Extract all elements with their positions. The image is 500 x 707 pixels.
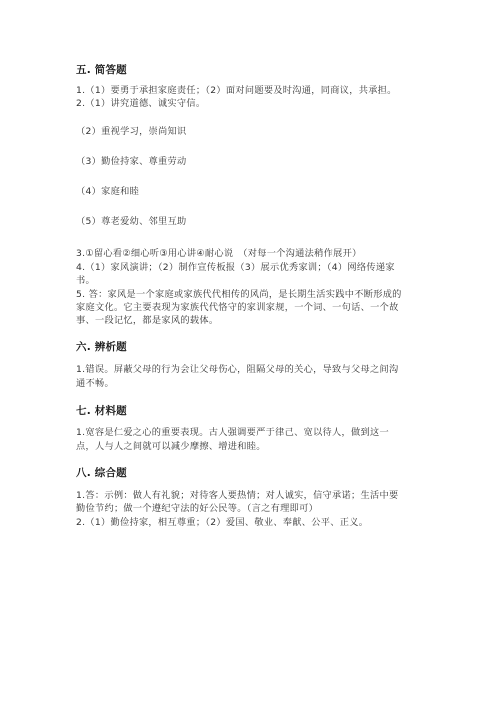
answer-line: 3.①留心看②细心听③用心讲④耐心说 （对每一个沟通法稍作展开） bbox=[76, 248, 362, 259]
answer-line: 1.错误。屏蔽父母的行为会让父母伤心，阻隔父母的关心，导致与父母之间沟 bbox=[76, 364, 399, 375]
answer-line: 点，人与人之间就可以减少摩擦、增进和睦。 bbox=[76, 441, 266, 452]
section-heading-analysis: 六. 辨析题 bbox=[76, 341, 127, 353]
answer-line: （4）家庭和睦 bbox=[76, 186, 140, 197]
answer-line: 通不畅。 bbox=[76, 378, 114, 389]
answer-line: 事、一段记忆，都是家风的载体。 bbox=[76, 315, 219, 326]
section-heading-comprehensive: 八. 综合题 bbox=[76, 467, 127, 479]
section-heading-material: 七. 材料题 bbox=[76, 405, 127, 417]
answer-line: （5）尊老爱幼、邻里互助 bbox=[76, 216, 187, 227]
section-heading-short-answer: 五. 简答题 bbox=[76, 64, 127, 76]
answer-line: 勤俭节约；做一个遵纪守法的好公民等。（言之有理即可） bbox=[76, 503, 319, 514]
answer-line: 1.（1）要勇于承担家庭责任；（2）面对问题要及时沟通，同商议，共承担。 bbox=[76, 85, 397, 96]
answer-line: 书。 bbox=[76, 275, 95, 286]
answer-line: （2）重视学习，崇尚知识 bbox=[76, 126, 187, 137]
answer-line: 家庭文化。它主要表现为家族代代恪守的家训家规，一个词、一句话、一个故 bbox=[76, 302, 399, 313]
answer-line: 1.答：示例：做人有礼貌；对待客人要热情；对人诚实，信守承诺；生活中要 bbox=[76, 490, 399, 501]
answer-line: 2.（1）勤俭持家，相互尊重；（2）爱国、敬业、奉献、公平、正义。 bbox=[76, 517, 369, 528]
answer-line: 5. 答：家风是一个家庭或家族代代相传的风尚，是长期生活实践中不断形成的 bbox=[76, 289, 402, 300]
answer-line: 2.（1）讲究道德、诚实守信。 bbox=[76, 98, 206, 109]
answer-line: 1.宽容是仁爱之心的重要表现。古人强调要严于律己、宽以待人，做到这一 bbox=[76, 427, 389, 438]
answer-line: 4.（1）家风演讲；（2）制作宣传板报（3）展示优秀家训；（4）网络传递家 bbox=[76, 262, 395, 273]
answer-line: （3）勤俭持家、尊重劳动 bbox=[76, 156, 187, 167]
